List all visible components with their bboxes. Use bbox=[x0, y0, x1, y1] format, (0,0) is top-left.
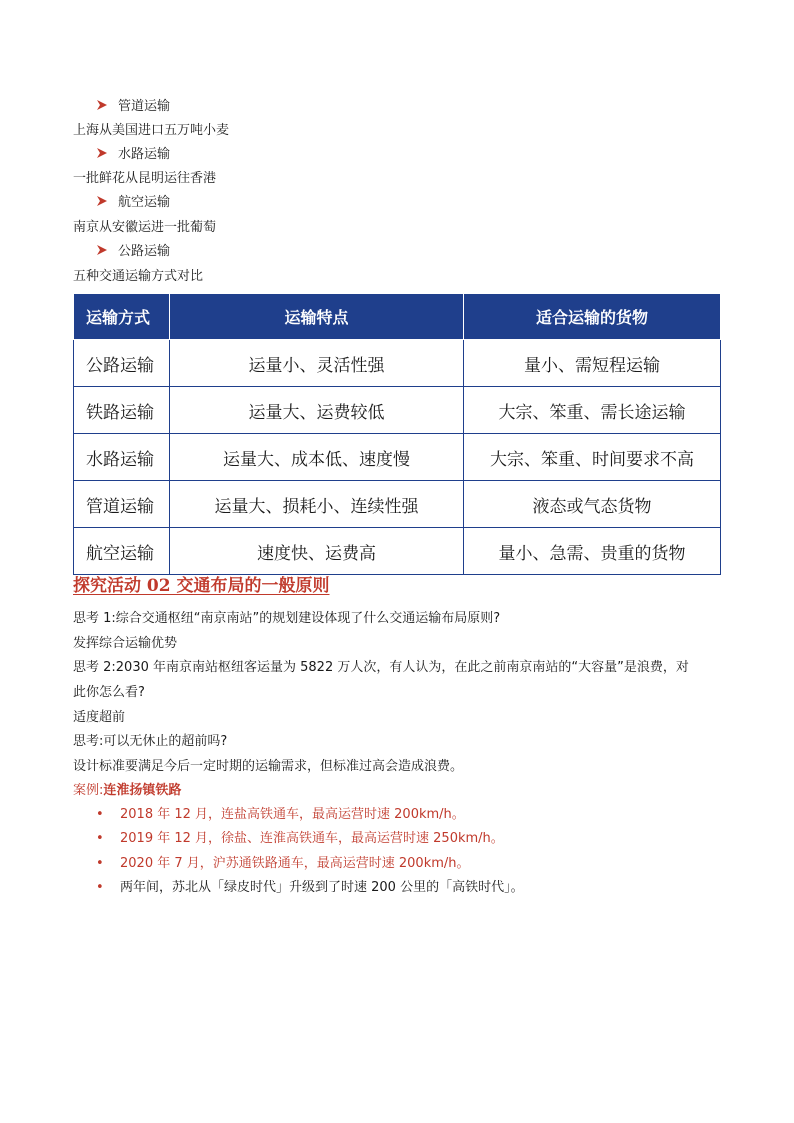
case-label: 案例: bbox=[73, 783, 104, 798]
section-heading: 探究活动 02 交通布局的一般原则 bbox=[73, 576, 330, 596]
table-row bbox=[74, 481, 721, 528]
case-item-text: 2020 年 7 月，沪苏通铁路通车，最高运营时速 200km/h。 bbox=[120, 856, 470, 871]
case-title: 连淮扬镇铁路 bbox=[103, 783, 182, 798]
cell-goods: 大宗、笨重、时间要求不高 bbox=[464, 434, 721, 481]
question-3: 思考:可以无休止的超前吗? bbox=[73, 734, 228, 749]
list-item-pipeline bbox=[96, 98, 170, 116]
answer-1: 发挥综合运输优势 bbox=[73, 636, 178, 651]
case-item bbox=[96, 830, 504, 848]
case-item bbox=[96, 879, 524, 897]
cell-features: 速度快、运费高 bbox=[170, 528, 464, 575]
case-item-text: 两年间，苏北从「绿皮时代」升级到了时速 200 公里的「高铁时代」。 bbox=[120, 880, 524, 895]
cell-goods: 大宗、笨重、需长途运输 bbox=[464, 387, 721, 434]
table-row bbox=[74, 528, 721, 575]
table-row bbox=[74, 434, 721, 481]
arrow-bullet-icon bbox=[96, 244, 108, 256]
list-item-air bbox=[96, 194, 170, 212]
answer-line: 上海从美国进口五万吨小麦 bbox=[73, 123, 230, 138]
table-caption: 五种交通运输方式对比 bbox=[73, 269, 204, 284]
table-row bbox=[74, 340, 721, 387]
arrow-bullet-icon bbox=[96, 195, 108, 207]
table-row bbox=[74, 387, 721, 434]
cell-features: 运量大、运费较低 bbox=[170, 387, 464, 434]
transport-comparison-table bbox=[73, 293, 721, 575]
cell-mode: 水路运输 bbox=[74, 434, 170, 481]
header-goods: 适合运输的货物 bbox=[464, 294, 721, 340]
list-item-water bbox=[96, 146, 170, 164]
case-item-text: 2019 年 12 月，徐盐、连淮高铁通车，最高运营时速 250km/h。 bbox=[120, 831, 504, 846]
question-1: 思考 1:综合交通枢纽“南京南站”的规划建设体现了什么交通运输布局原则? bbox=[73, 611, 501, 626]
dot-bullet-icon: • bbox=[96, 880, 104, 895]
bullet-text: 水路运输 bbox=[118, 147, 171, 162]
bullet-text: 航空运输 bbox=[118, 195, 171, 210]
case-item-text: 2018 年 12 月，连盐高铁通车，最高运营时速 200km/h。 bbox=[120, 807, 465, 822]
arrow-bullet-icon bbox=[96, 99, 108, 111]
question-2-line-1: 思考 2:2030 年南京南站枢纽客运量为 5822 万人次，有人认为，在此之前南京南站的“大容量”是浪费，对 bbox=[73, 660, 689, 675]
cell-features: 运量大、成本低、速度慢 bbox=[170, 434, 464, 481]
case-heading bbox=[73, 782, 181, 800]
cell-features: 运量大、损耗小、连续性强 bbox=[170, 481, 464, 528]
header-features: 运输特点 bbox=[170, 294, 464, 340]
bullet-text: 管道运输 bbox=[118, 99, 171, 114]
bullet-text: 公路运输 bbox=[118, 244, 171, 259]
dot-bullet-icon: • bbox=[96, 807, 104, 822]
cell-mode: 航空运输 bbox=[74, 528, 170, 575]
table-header-row bbox=[74, 294, 721, 340]
case-item bbox=[96, 806, 465, 824]
cell-mode: 铁路运输 bbox=[74, 387, 170, 434]
cell-mode: 公路运输 bbox=[74, 340, 170, 387]
cell-mode: 管道运输 bbox=[74, 481, 170, 528]
list-item-road bbox=[96, 243, 170, 261]
answer-line: 南京从安徽运进一批葡萄 bbox=[73, 220, 217, 235]
arrow-bullet-icon bbox=[96, 147, 108, 159]
question-2-line-2: 此你怎么看? bbox=[73, 685, 145, 700]
dot-bullet-icon: • bbox=[96, 831, 104, 846]
answer-3: 设计标准要满足今后一定时期的运输需求，但标准过高会造成浪费。 bbox=[73, 759, 464, 774]
answer-line: 一批鲜花从昆明运往香港 bbox=[73, 171, 217, 186]
answer-2: 适度超前 bbox=[73, 710, 126, 725]
dot-bullet-icon: • bbox=[96, 856, 104, 871]
cell-goods: 量小、急需、贵重的货物 bbox=[464, 528, 721, 575]
cell-features: 运量小、灵活性强 bbox=[170, 340, 464, 387]
cell-goods: 量小、需短程运输 bbox=[464, 340, 721, 387]
cell-goods: 液态或气态货物 bbox=[464, 481, 721, 528]
case-item bbox=[96, 855, 470, 873]
header-mode: 运输方式 bbox=[74, 294, 170, 340]
